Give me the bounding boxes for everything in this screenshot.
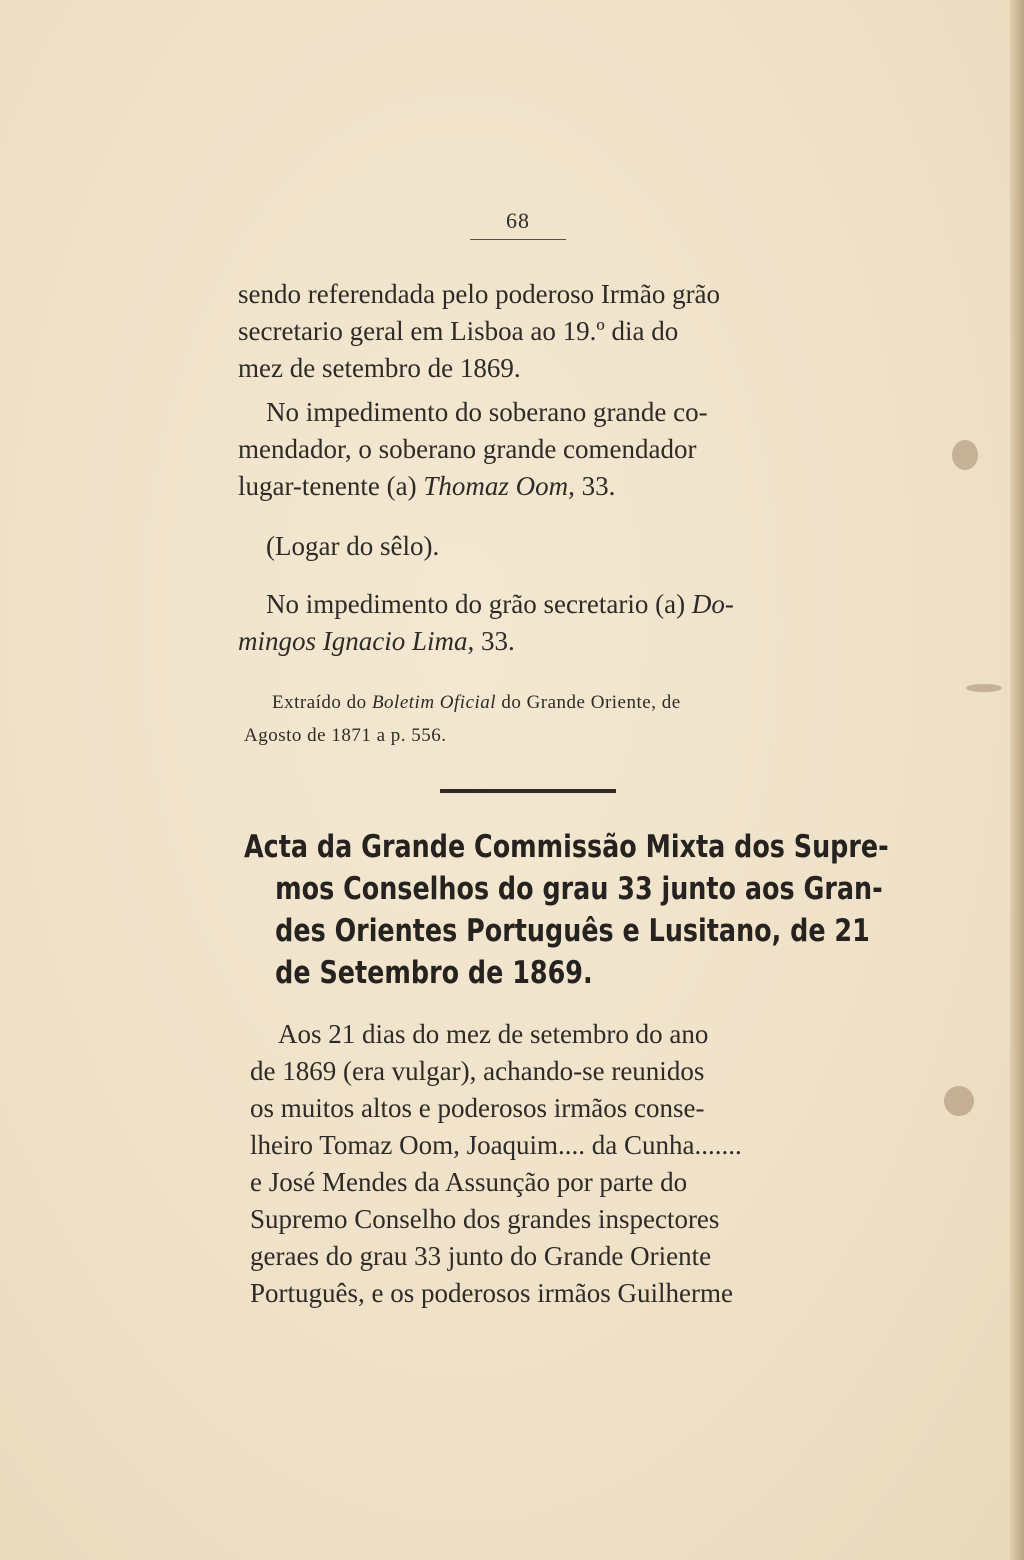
text-line	[238, 586, 818, 623]
text-line	[238, 623, 818, 660]
paragraph	[250, 1016, 820, 1312]
page-edge	[1010, 0, 1024, 1560]
signatory-name: mingos Ignacio Lima,	[238, 626, 475, 656]
text-segment: 33.	[474, 626, 515, 656]
text-line: mendador, o soberano grande comendador	[238, 434, 697, 464]
paragraph	[238, 586, 818, 660]
paper-stain	[966, 684, 1002, 692]
text-line: secretario geral em Lisboa ao 19.º dia do	[238, 316, 679, 346]
text-segment: Extraído do	[272, 692, 372, 713]
text-line	[244, 686, 818, 719]
heading-line: Acta da Grande Commissão Mixta dos Supre-	[244, 829, 889, 865]
text-line: Português, e os poderosos irmãos Guilherme	[250, 1278, 733, 1308]
text-line: geraes do grau 33 junto do Grande Oriente	[250, 1241, 712, 1271]
text-line: Agosto de 1871 a p. 556.	[244, 725, 447, 746]
signatory-name: Thomaz Oom,	[423, 471, 575, 501]
text-line: de 1869 (era vulgar), achando-se reunidos	[250, 1056, 705, 1086]
paragraph	[238, 394, 818, 505]
source-note	[244, 686, 818, 752]
section-separator	[440, 789, 616, 793]
paragraph	[238, 528, 818, 565]
text-line: sendo referendada pelo poderoso Irmão grão	[238, 279, 721, 309]
text-line: Supremo Conselho dos grandes inspectores	[250, 1204, 720, 1234]
paper-stain	[944, 1086, 974, 1116]
text-line: lheiro Tomaz Oom, Joaquim.... da Cunha.......	[250, 1130, 742, 1160]
text-line: (Logar do sêlo).	[266, 531, 440, 561]
text-line: os muitos altos e poderosos irmãos conse-	[250, 1093, 705, 1123]
signatory-name: Do-	[691, 589, 734, 619]
page-number: 68	[506, 208, 530, 233]
text-segment: No impedimento do grão secretario (a)	[266, 589, 692, 619]
section-heading	[244, 826, 889, 994]
page-number-rule	[470, 239, 566, 240]
text-segment: do Grande Oriente, de	[496, 692, 681, 713]
text-line	[238, 468, 818, 505]
heading-line: mos Conselhos do grau 33 junto aos Gran-	[275, 871, 883, 907]
text-line: Aos 21 dias do mez de setembro do ano	[278, 1019, 709, 1049]
text-segment: lugar-tenente (a)	[238, 471, 424, 501]
heading-line: des Orientes Português e Lusitano, de 21	[275, 913, 870, 949]
text-line: mez de setembro de 1869.	[238, 353, 521, 383]
text-segment: 33.	[574, 471, 616, 501]
paragraph	[238, 276, 818, 387]
heading-line: de Setembro de 1869.	[275, 955, 593, 991]
paper-stain	[952, 440, 978, 470]
text-line: e José Mendes da Assunção por parte do	[250, 1167, 688, 1197]
text-line: No impedimento do soberano grande co-	[266, 397, 708, 427]
publication-title: Boletim Oficial	[371, 692, 497, 713]
